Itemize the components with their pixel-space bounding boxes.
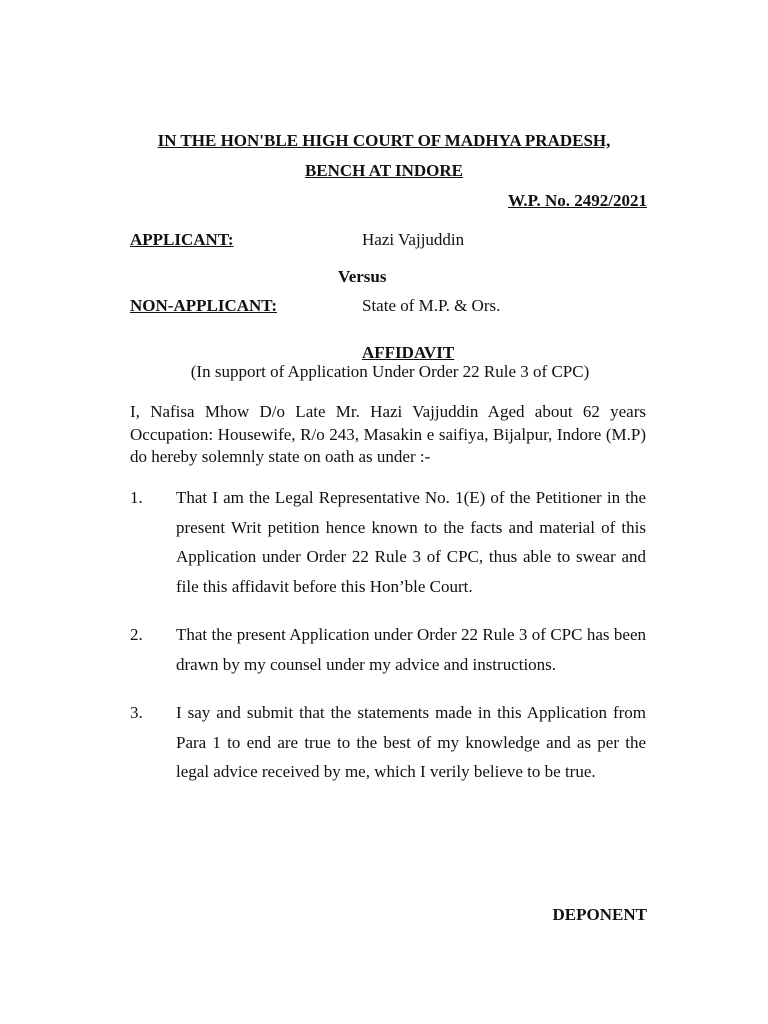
- non-applicant-label: NON-APPLICANT:: [130, 296, 278, 315]
- affidavit-title: AFFIDAVIT: [362, 343, 455, 362]
- paragraph-number-1: 1.: [130, 488, 143, 507]
- paragraph-number-2: 2.: [130, 625, 143, 644]
- applicant-label: APPLICANT:: [130, 230, 234, 249]
- affidavit-subtitle: (In support of Application Under Order 22 Rule 3 of CPC): [190, 362, 590, 381]
- paragraph-text-2: That the present Application under Order 22 Rule 3 of CPC has been drawn by my counsel under my advice and instructions.: [176, 625, 646, 674]
- versus-label: Versus: [338, 267, 387, 286]
- non-applicant-name: State of M.P. & Ors.: [362, 296, 501, 315]
- paragraph-number-3: 3.: [130, 703, 143, 722]
- applicant-name: Hazi Vajjuddin: [362, 230, 465, 249]
- deponent-signature-label: DEPONENT: [552, 905, 647, 924]
- court-heading-line-2: BENCH AT INDORE: [304, 161, 464, 180]
- court-heading-line-1: IN THE HON'BLE HIGH COURT OF MADHYA PRADESH,: [157, 131, 611, 150]
- paragraph-text-3: I say and submit that the statements made in this Application from Para 1 to end are true to the best of my knowledge and as per the legal advice received by me, which I verily believe to be true.: [176, 703, 646, 781]
- case-number: W.P. No. 2492/2021: [507, 191, 647, 210]
- paragraph-text-1: That I am the Legal Representative No. 1(E) of the Petitioner in the present Writ petition hence known to the facts and material of this Application under Order 22 Rule 3 of CPC, thus able to swear and file this affidavit before this Hon’ble Court.: [176, 488, 646, 596]
- intro-paragraph: I, Nafisa Mhow D/o Late Mr. Hazi Vajjuddin Aged about 62 years Occupation: Housewife, R/o 243, Masakin e saifiya, Bijalpur, Indore (M.P) do hereby solemnly state on oath as under :-: [130, 402, 646, 466]
